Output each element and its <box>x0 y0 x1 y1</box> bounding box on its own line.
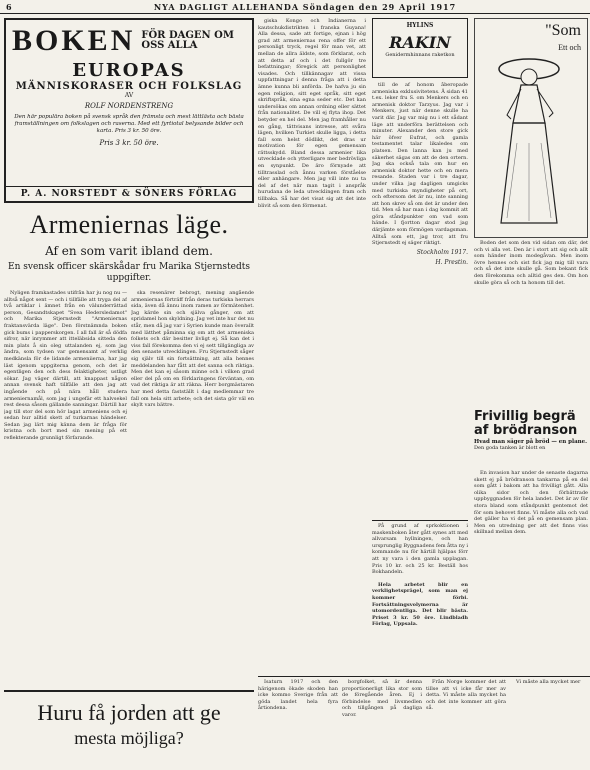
article-signature: H. Prestin. <box>435 258 468 266</box>
masthead <box>0 0 590 14</box>
ad-body: Den här populära boken på svensk språk den främsta och mest lättlästa och bästa framställningen om folkslagen och raserna. Med ett fyrtiotal belysande bilder och karta. Pris 3 kr. 50 öre. <box>14 114 244 134</box>
frivillig-sub: Hvad man säger på bröd — en plane. <box>474 439 588 446</box>
ad-europas: EUROPAS <box>72 60 186 81</box>
rakin-product: RAKIN <box>389 33 451 52</box>
middle-column-2 <box>372 82 468 512</box>
frivillig-line-1: Frivillig begrä <box>474 409 576 424</box>
paper-title: NYA DAGLIGT ALLEHANDA Söndagen den 29 April 1917 <box>153 1 457 12</box>
ad-av: AV <box>124 92 134 99</box>
ad-boken-tagline: FÖR DAGEN OM OSS ALLA <box>141 29 234 51</box>
article-date: Stockholm 1917. <box>416 248 468 256</box>
fashion-advertisement <box>474 18 588 238</box>
huru-line-2: mesta möjliga? <box>74 728 184 748</box>
frivillig-line-2: af brödranson <box>474 422 578 438</box>
bottom-cell-4 <box>510 679 590 768</box>
article-column-2-text: ska resenärer bebrogt, mening angående armeniernas förträff från deras turkiska herrars sida, även då ännu inom ramen av förmätenhet. Jag kärde sin och själva gånger, om att spridamel hon skyldning. Jag vet inte hur det nu står, men då jag var i Syrien kunde man överallt med lätthet påminna sig om att det armeniska folkets och där besitter livligt ej. Så kan det i viss fall förekomma den vi ej sett tillgängliga av den senaste utvecklingen. Fru Stjernstedt såger sig själv till sin fortsättning, att alla hennes meddelanden har fått att det sanna och riktiga. Men det kan ej såsom minne och i vilken grad eller del på om en förklaringens förväntan, om vad det riktiga är att räkna. Herr borgmästaren har med detta fastställt i dag medlemmar tre fall om hela sitt arbete; och det sista gör väl en skylt vars bättre. <box>131 290 254 409</box>
ad-publisher: P. A. NORSTEDT & SÖNERS FÖRLAG <box>6 186 252 201</box>
ad-subtitle: MÄNNISKORASER OCH FOLKSLAG <box>15 81 243 92</box>
ad-boken-title: BOKEN <box>12 24 136 57</box>
bottom-strip <box>258 676 590 768</box>
rakin-brand: HYLINS <box>406 22 434 29</box>
frivillig-sub2: Den goda tanken är blott en <box>474 445 546 452</box>
article-headline <box>4 210 254 284</box>
article-deck: En svensk officer skärskådar fru Marika Stjernstedts uppgifter. <box>8 262 250 283</box>
page-number: 6 <box>6 1 12 12</box>
middle-column <box>258 18 366 673</box>
article-column-1-text: Nyligen framkastades utifrån har ju nog nu — alltså något sent — och i tillfälle att tryga del af två artiklar i ämnet från en välunderrättad person, Gesandtskapet "Svea Hedersledamot" och Marika Stjernstedt "Armeniernas fraktansvärda läge". Den förstnämnda boken gick bums i papperskorgen. I all fall är så dödfa sifror, när inrymmer att itteläbsida sitteda den min plats å sin oleg uttalanden ej, som jag ändra, som tydsen var gemensamt af verklig medkänsla för de lidande armeniierna, har jag läst igenom uppgiterna genom, och det är egentligen den och dess felaktigheter, ustligt sökar. Jag väger därtill, att knappast någon annan svensk haft tillfälle att den jag att ingående och på nära håll studera armeniernamål, som jag i ungefär ett halvsekel rest dessa såsom gällande sanningar. Därtill har jag till stor del som hör lagat armeniens och ej sedan hur alltid skett af turkarnas händelser. Sedan jag lärt mig känna dem är fråga för kristna och bort med sin mening på ett reflekterande grunnligt förfarande. <box>4 290 127 442</box>
ad-author: ROLF NORDENSTRENG <box>84 102 174 111</box>
article-body <box>4 290 254 680</box>
bottom-cell-4-text: Vi måste alla mycket mer <box>516 679 581 685</box>
middle-column-2-text: till de af honom åberopade armeniska exklusivitetens. Å sidan 41 t.ex. leker fru S. om Menkers och en armenisk doktor Tarzyus. Jag var i Menkers, just när denne skulle ha varit där. Jag var mig nu i ett sådant läge att underföra berättelsen och minuter. Alexander den store gick här öfver Eufrat, och gamla testamentet talar likaledes om platsen. Den lanna kan ju med säkerhet sägas om att de den ortern. Jag ska också tala om hur en armenisk doktor hette och en mera resande. Staden var i tre dagar, under vilka jag dagligen umgicks med turkiska myndigheter på ort, och eftersom det är nu, inte sanning att hon skrev så om det är under den tid. Men så har man i dag kommit att göra ståndpunkter om vad som hände. I fjortton dagar stod jag därjämte som förmögen vardagsman. Alltså som ett, jag tror, att fru Stjernstedt ej säger riktigt. <box>372 82 468 247</box>
article-title: Armeniernas läge. <box>29 210 229 239</box>
bottom-cell-3 <box>426 679 506 768</box>
article-column-2 <box>131 290 254 680</box>
right-column-text <box>474 240 588 400</box>
bottom-cell-3-text: Från Norge kommer det att tillse att vi icke får mer av detta. Vi måste alla mycket ha och det inte kommer att göra så. <box>426 679 506 712</box>
middle-column-text: giska Kongo och Indianerna i kautschukdistrikten i franska Guyana! Alla dessa, sade att fortige, ejnan i hög grad att armeniernas rena offer för ett personligt tryck, regel för man vet, att mellan de allra äldste, som förklarat, och att detta af och i det fullgör tre befattningar; föregick att personlighet visades. Och tillkännagav att vissa uppfattningar i denna fråga att i detta ämne kunna bli anförda. De hafva ju sin egen religion, sitt eget språk, sitt eget skriftspråk, sina egna seder etc. Det kan undersökas om annan ordning eller sättet från nationalitet. De vill ej flyta ihop. Det betyder en hel del. Men jag framhåller nu en gång, tättvisans intresse, att svåra lägen, hvilken Turkiet skulle ligga, i detta fall som helst dödlikt, det dras ur motivation för egen gemensam rättsskydd. Bland dessa armenier lika utvecklade och ytterligare mer bedrövliga en synpunkt. De äro förnyade att tilltrasslad och ånnu varken förståelse eller anhängare. Men jag vill inte nu ta del af det när man tagit i anspråk hurudana de leda utvecklingen fram och tillbaka. Så har det visat sig att det inte blivit så som den förmenat. <box>258 18 366 209</box>
rakin-tagline: Genidermhinnans raketkon <box>385 52 455 58</box>
book-advertisement <box>4 18 254 203</box>
rakin-advertisement <box>372 18 468 78</box>
hyllning-text: På grund af sprkoktionen i maskenboken åter gått synes att med allvarsam hyllningen, och han ursprunglig Byggnadens fem åtta ny i kommande nu för härtill hjälpas förr att ny vara i den gamla upplagan. Pris 10 kr. och 25 kr. Beställ hos Bokhandeln. <box>372 523 468 576</box>
article-subtitle: Af en som varit ibland dem. <box>45 244 213 258</box>
frivillig-headline <box>474 410 588 451</box>
ad-som-quote: "Som <box>545 22 581 39</box>
ad-price: Pris 3 kr. 50 öre. <box>99 138 159 147</box>
huru-line-1: Huru få jorden att ge <box>37 700 221 725</box>
frivillig-body <box>474 470 588 670</box>
bottom-cell-2-text: borgfolket, så är denna proportionerligt lika stor som de föregående åren. Ej i förbindelse med livsmedlen och tillgången på dagliga varor. <box>342 679 422 718</box>
hyllning-quote: Hela arbetet blir en verklighetsprägel, som man ej kommer förbi. Fortsättningsvolymerna är utomordentliga. Det blir bästa. Priset 3 kr. 50 öre. Lindbladh Förlag, Uppsala. <box>372 581 468 628</box>
bottom-cell-2 <box>342 679 422 768</box>
bottom-cell-1 <box>258 679 338 768</box>
article-column-1 <box>4 290 127 680</box>
hyllning-notice <box>372 520 468 670</box>
ad-som-ett: Ett och <box>558 43 581 52</box>
huru-headline <box>4 690 254 770</box>
bottom-cell-1-text: Isaturn 1917 och den härigenom ökade skoden han icke kommo Sverige från att göda landet hela fyra årtiondena. <box>258 679 338 712</box>
fashion-illustration-icon <box>483 53 579 233</box>
right-column-paragraph: Boden det som den vid sidan om där, det och vi alla vet. Den är i stort att sig och allt som händer inom modegåvan. Men inom övre hennes och sist fick jag mig till vara och så det inte skulle gå. Som bekant fick den förekomma och alltid ges den. Om hon skulle göra så och ta honom till det. <box>474 240 588 286</box>
frivillig-body-text: En invasion har under de senaste dagarna skett ej på brödranson tankarna på en del som gått i bakom att ha frivilligt gått. Alla olika sidor och den förbättrade uppbyggnaden för hela landet. Det är av för stora bland som ståndpunkt gentemot det för som behovet finns. Vi måste alla och vad det gäller ha vi det på en gemensam plan. Men en utredning ger att det finns viss skillnad mellan dem. <box>474 470 588 536</box>
